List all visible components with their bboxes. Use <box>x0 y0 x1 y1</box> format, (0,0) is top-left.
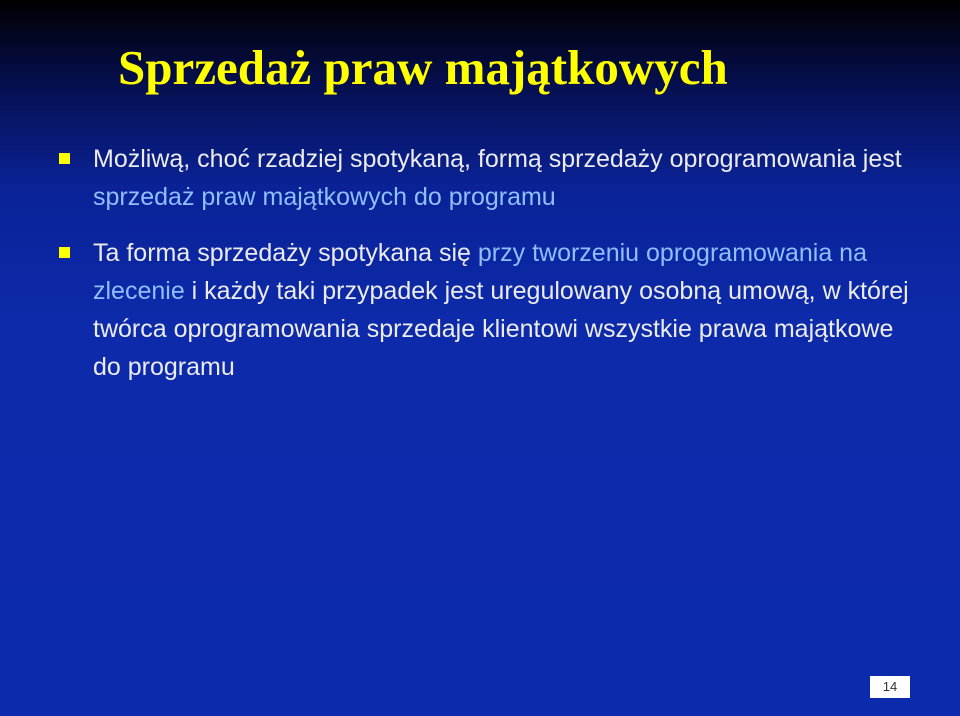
bullet-highlight-segment: przy tworzeniu oprogramowania na zlecenie <box>93 239 867 305</box>
bullet-text-segment: Ta forma sprzedaży spotykana się <box>93 239 478 267</box>
page-number: 14 <box>870 676 910 698</box>
bullet-item <box>58 140 918 216</box>
bullet-text-segment: Możliwą, choć rzadziej spotykaną, formą sprzedaży oprogramowania jest <box>93 145 902 173</box>
bullet-item <box>58 234 918 386</box>
slide-title: Sprzedaż praw majątkowych <box>118 40 728 95</box>
bullet-list <box>58 140 918 404</box>
square-bullet-icon <box>59 247 70 258</box>
bullet-highlight-segment: sprzedaż praw majątkowych do programu <box>93 183 556 211</box>
square-bullet-icon <box>59 153 70 164</box>
bullet-text-segment: i każdy taki przypadek jest uregulowany osobną umową, w której twórca oprogramowania sprzedaje klientowi wszystkie prawa majątkowe do programu <box>93 277 909 381</box>
